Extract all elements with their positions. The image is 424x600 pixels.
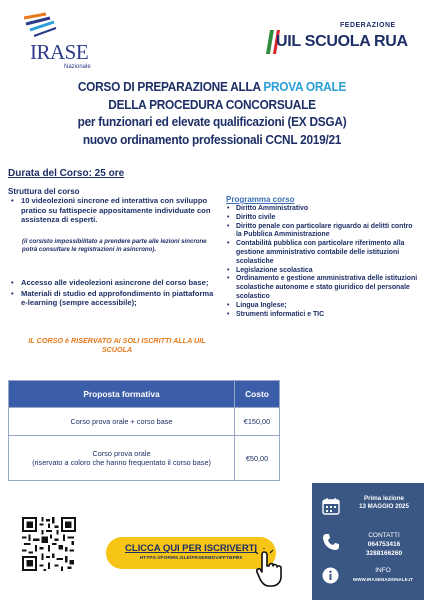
list-item: • Diritto penale con particolare riguardo ai delitti contro la Pubblica Amministrazione bbox=[226, 223, 418, 241]
struttura-list-2 bbox=[10, 278, 215, 309]
qr-code-icon[interactable] bbox=[22, 517, 76, 571]
irase-logo-text: IRASE bbox=[30, 40, 89, 64]
info-icon bbox=[322, 567, 339, 584]
calendar-icon bbox=[322, 497, 340, 515]
proposta-line1: Corso prova orale bbox=[92, 449, 151, 458]
list-item: • 10 videolezioni sincrone ed interattiva con sviluppo pratico su fattispecie appositamente individuate con assistenza di esperti. bbox=[10, 196, 215, 225]
first-lesson-date: 13 MAGGIO 2025 bbox=[359, 503, 409, 510]
contacts-label: CONTATTI bbox=[368, 532, 400, 539]
table-row bbox=[9, 436, 280, 481]
register-button-label[interactable]: CLICCA QUI PER ISCRIVERTI bbox=[125, 543, 257, 554]
table-header-proposta: Proposta formativa bbox=[9, 381, 235, 408]
table-cell-costo: €150,00 bbox=[235, 408, 280, 436]
table-row bbox=[9, 408, 280, 436]
contact-panel bbox=[312, 483, 424, 600]
website-link[interactable]: WWW.IRASENAZIONALE.IT bbox=[352, 577, 414, 582]
list-item: • Strumenti informatici e TIC bbox=[226, 311, 418, 320]
title-line3: per funzionari ed elevate qualificazioni (EX DSGA) bbox=[77, 114, 347, 129]
irase-logo bbox=[14, 10, 104, 70]
list-item: • Contabilità pubblica con particolare riferimento alla gestione amministrativo contabile delle istituzioni scolastiche bbox=[226, 240, 418, 266]
title-line4: nuovo ordinamento professionali CCNL 2019/21 bbox=[82, 131, 342, 147]
programma-heading: Programma corso bbox=[226, 195, 295, 204]
proposta-line2: (riservato a coloro che hanno frequentato il corso base) bbox=[32, 458, 211, 467]
list-item: • Materiali di studio ed approfondimento in piattaforma e-learning (sempre accessibile); bbox=[10, 289, 215, 308]
title-line1-a: CORSO DI PREPARAZIONE ALLA bbox=[77, 79, 264, 94]
uil-federazione-label: FEDERAZIONE bbox=[340, 22, 396, 29]
register-link-url[interactable]: HTTPS://FORMS.GLE/FRSERBDVIFFTBPB9 bbox=[139, 556, 243, 561]
info bbox=[346, 566, 420, 584]
first-lesson bbox=[350, 495, 418, 511]
members-only-notice: IL CORSO è RISERVATO AI SOLI ISCRITTI ALLA UIL SCUOLA bbox=[28, 336, 206, 355]
programma-list bbox=[226, 205, 418, 319]
list-item: • Lingua Inglese; bbox=[226, 302, 418, 311]
phone-icon bbox=[322, 533, 340, 551]
offer-table bbox=[8, 380, 280, 481]
list-item: • Accesso alle videolezioni asincrone del corso base; bbox=[10, 278, 215, 288]
title-line2: DELLA PROCEDURA CONCORSUALE bbox=[108, 96, 316, 112]
page-title bbox=[21, 78, 403, 148]
title-line1-highlight: PROVA ORALE bbox=[263, 79, 347, 94]
struttura-heading: Struttura del corso bbox=[8, 187, 80, 196]
hand-pointer-icon bbox=[252, 548, 292, 588]
course-duration: Durata del Corso: 25 ore bbox=[8, 168, 125, 179]
list-item: • Diritto Amministrativo bbox=[226, 205, 418, 214]
struttura-list bbox=[10, 196, 215, 225]
struttura-note: (il corsisto impossibilitato a prendere parte alle lezioni sincrone potrà consultare le registrazioni in asincrono). bbox=[22, 238, 207, 253]
irase-logo-subtitle: Nazionale bbox=[64, 64, 91, 70]
uil-logo bbox=[258, 20, 408, 60]
info-label: INFO bbox=[375, 567, 391, 574]
table-header-costo: Costo bbox=[235, 381, 280, 408]
list-item: • Diritto civile bbox=[226, 214, 418, 223]
list-item: • Legislazione scolastica bbox=[226, 267, 418, 276]
first-lesson-label: Prima lezione bbox=[364, 495, 404, 502]
contacts bbox=[348, 531, 420, 558]
table-cell-proposta: Corso prova orale + corso base bbox=[9, 408, 235, 436]
table-cell-proposta bbox=[9, 436, 235, 481]
list-item: • Ordinamento e gestione amministrativa delle istituzioni scolastiche autonome e stato giuridico del personale scolastico bbox=[226, 275, 418, 301]
table-cell-costo: €50,00 bbox=[235, 436, 280, 481]
mobile-number[interactable]: 3288166260 bbox=[365, 550, 403, 557]
register-button[interactable] bbox=[106, 537, 276, 569]
uil-logo-text: UIL SCUOLA RUA bbox=[276, 33, 408, 50]
phone-number[interactable]: 064753416 bbox=[367, 541, 401, 548]
